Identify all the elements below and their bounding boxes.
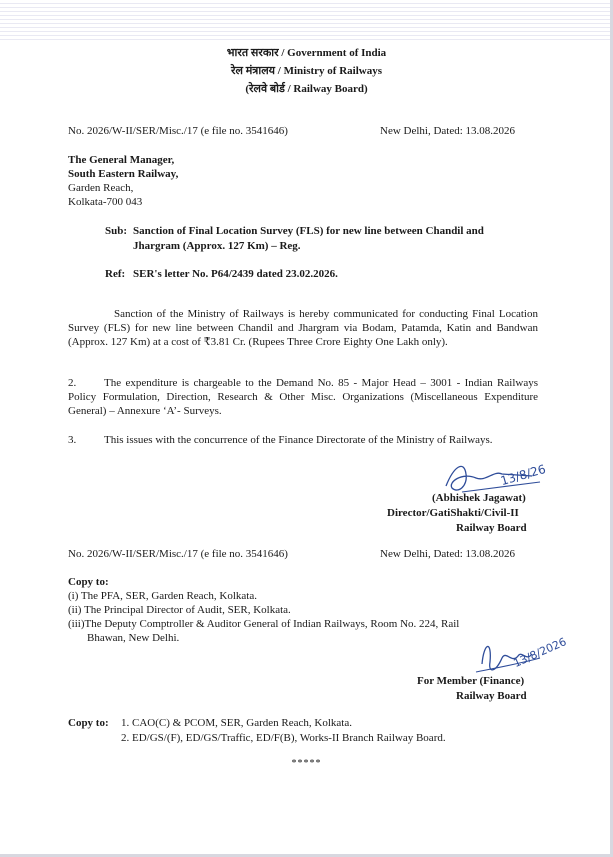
addressee-line2: South Eastern Railway, <box>68 168 179 180</box>
signature-2-handwritten-date: 13/8/2026 <box>511 635 569 670</box>
body-paragraph-3 <box>68 433 538 447</box>
copy-to-2-item-2: 2. ED/GS/(F), ED/GS/Traffic, ED/F(B), Works-II Branch Railway Board. <box>121 732 446 744</box>
header-ministry: रेल मंत्रालय / Ministry of Railways <box>231 65 382 77</box>
ref-label: Ref: <box>105 268 126 280</box>
body-paragraph-2-text: The expenditure is chargeable to the Demand No. 85 - Major Head – 3001 - Indian Railways Policy Formulation, Direction, Research & Other Misc. Organizations (Miscellaneous Expenditure General) – Annexure ‘A’- Surveys. <box>68 377 538 417</box>
body-paragraph-1 <box>68 307 538 349</box>
addressee-line1: The General Manager, <box>68 154 175 166</box>
header-government: भारत सरकार / Government of India <box>226 47 387 59</box>
subject-label: Sub: <box>105 225 128 237</box>
signature-1-handwritten-date: 13/8/26 <box>498 461 548 489</box>
addressee-line4: Kolkata-700 043 <box>68 196 143 208</box>
body-paragraph-2 <box>68 376 538 418</box>
copy-to-1-item-1: (i) The PFA, SER, Garden Reach, Kolkata. <box>68 590 257 602</box>
body-paragraph-3-text: This issues with the concurrence of the Finance Directorate of the Ministry of Railways. <box>104 434 493 446</box>
reference-number: No. 2026/W-II/SER/Misc./17 (e file no. 3541646) <box>68 125 288 137</box>
copy-to-1-item-3-line2: Bhawan, New Delhi. <box>87 632 180 644</box>
subject-line2: Jhargram (Approx. 127 Km) – Reg. <box>133 240 301 252</box>
reference-2-number: No. 2026/W-II/SER/Misc./17 (e file no. 3541646) <box>68 548 288 560</box>
reference-date: New Delhi, Dated: 13.08.2026 <box>380 125 516 137</box>
copy-to-1-item-2: (ii) The Principal Director of Audit, SER, Kolkata. <box>68 604 291 616</box>
copy-to-2-item-1: 1. CAO(C) & PCOM, SER, Garden Reach, Kolkata. <box>121 717 352 729</box>
signatory-1-name: (Abhishek Jagawat) <box>432 492 526 504</box>
addressee-line3: Garden Reach, <box>68 182 134 194</box>
copy-to-2-label: Copy to: <box>68 717 109 729</box>
ref-text: SER's letter No. P64/2439 dated 23.02.2026. <box>133 268 338 280</box>
copy-to-1-item-3-line1: (iii)The Deputy Comptroller & Auditor General of Indian Railways, Room No. 224, Rail <box>68 618 460 630</box>
reference-2-date: New Delhi, Dated: 13.08.2026 <box>380 548 516 560</box>
signatory-2-designation: For Member (Finance) <box>417 675 525 687</box>
body-paragraph-1-text: Sanction of the Ministry of Railways is hereby communicated for conducting Final Location Survey (FLS) for new line between Chandil and Jhargram via Bodam, Patamda, Katin and Bandwan (Approx. 127 Km) at a cost of ₹3.81 Cr. (Rupees Three Crore Eighty One Lakh only). <box>68 308 538 348</box>
end-mark: ***** <box>291 758 322 769</box>
scan-band <box>0 0 613 40</box>
signatory-2-office: Railway Board <box>456 690 527 702</box>
subject-line1: Sanction of Final Location Survey (FLS) for new line between Chandil and <box>133 225 484 237</box>
signatory-1-designation: Director/GatiShakti/Civil-II <box>387 507 519 519</box>
header-board: (रेलवे बोर्ड / Railway Board) <box>245 83 368 95</box>
copy-to-1-label: Copy to: <box>68 576 109 588</box>
paragraph-2-number: 2. <box>68 377 77 389</box>
signatory-1-office: Railway Board <box>456 522 527 534</box>
paragraph-3-number: 3. <box>68 434 77 446</box>
